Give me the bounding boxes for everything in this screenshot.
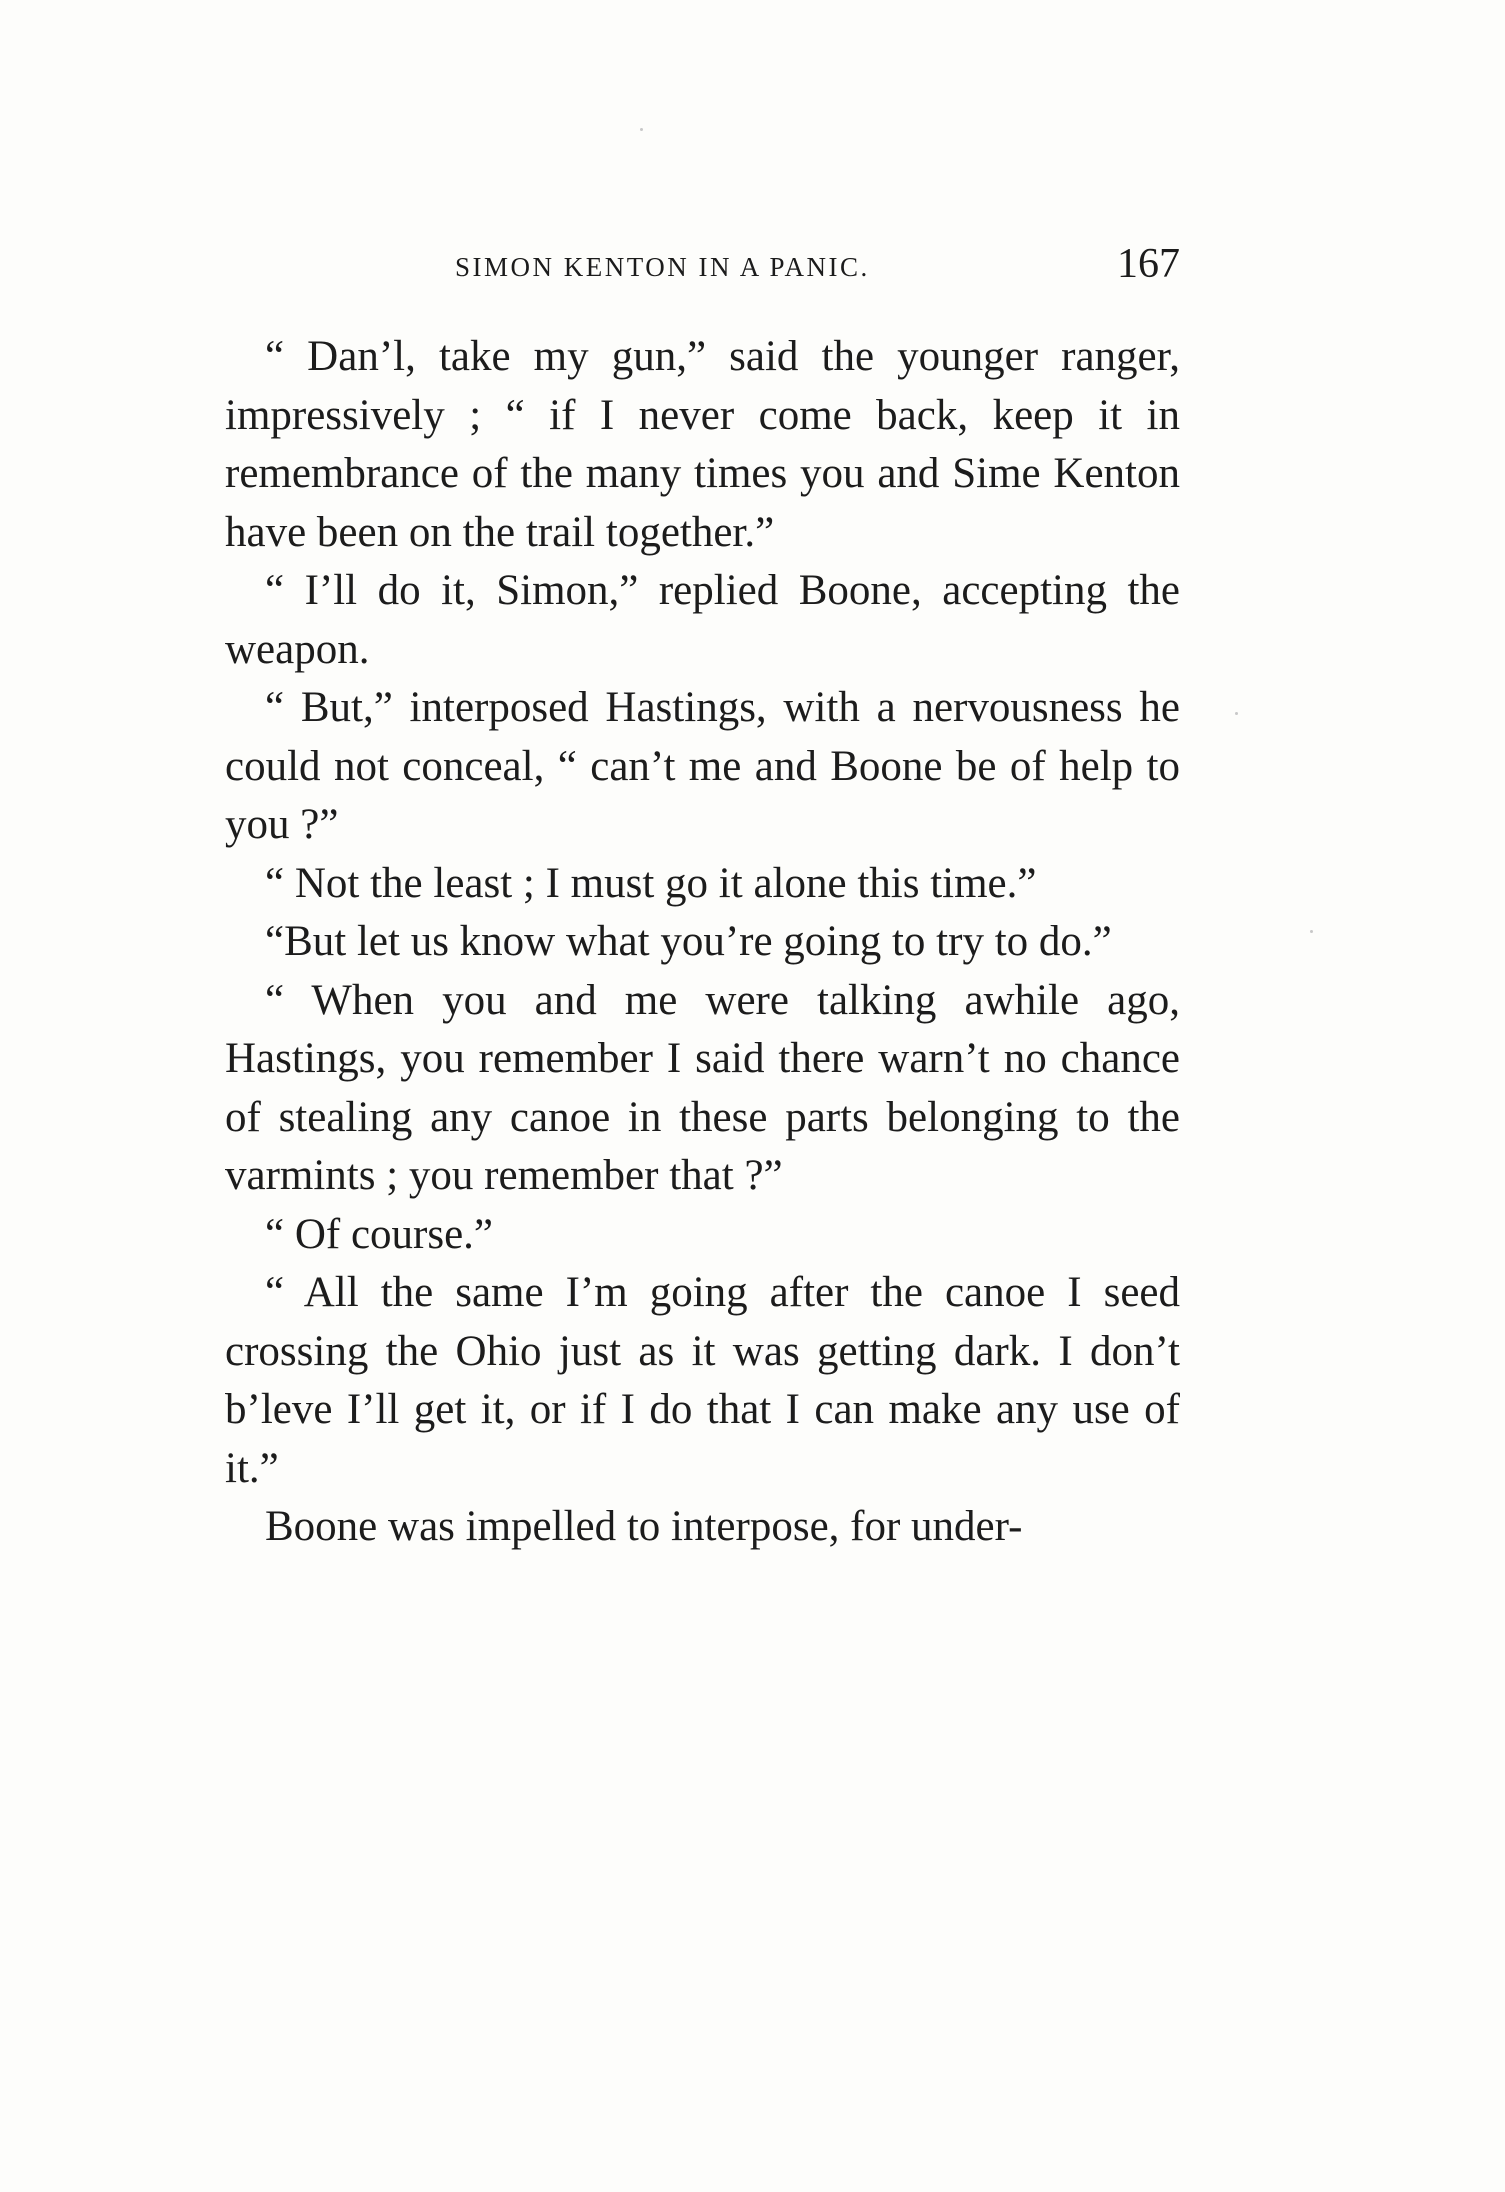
- paragraph: “ Of course.”: [265, 1210, 494, 1258]
- paragraph: “But let us know what you’re going to try to do.”: [265, 918, 1112, 965]
- paragraph: “ I’ll do it, Simon,” replied Boone, accepting the weapon.: [225, 567, 1180, 673]
- paper-speck: [1310, 930, 1313, 933]
- running-head: [225, 240, 1180, 300]
- paragraph: “ All the same I’m going after the canoe I seed crossing the Ohio just as it was getting dark. I don’t b’leve I’ll get it, or if I do that I can make any use of it.”: [225, 1269, 1180, 1492]
- paragraph: “ But,” interposed Hastings, with a nervousness he could not conceal, “ can’t me and Boone be of help to you ?”: [225, 684, 1180, 848]
- page-number: 167: [1117, 241, 1180, 287]
- body-text: [225, 328, 1180, 1557]
- paragraph: “ Not the least ; I must go it alone this time.”: [265, 859, 1037, 907]
- paragraph: “ When you and me were talking awhile ago, Hastings, you remember I said there warn’t no chance of stealing any canoe in these parts belonging to the varmints ; you remember that ?”: [225, 976, 1180, 1199]
- paper-speck: [1235, 712, 1238, 715]
- book-page: [225, 240, 1180, 1557]
- paragraph: “ Dan’l, take my gun,” said the younger ranger, impressively ; “ if I never come back, keep it in remembrance of the many times you and Sime Kenton have been on the trail together.”: [225, 333, 1180, 556]
- paragraph: Boone was impelled to interpose, for under-: [265, 1503, 1023, 1550]
- running-title: SIMON KENTON IN A PANIC.: [455, 252, 870, 282]
- paper-speck: [640, 128, 643, 131]
